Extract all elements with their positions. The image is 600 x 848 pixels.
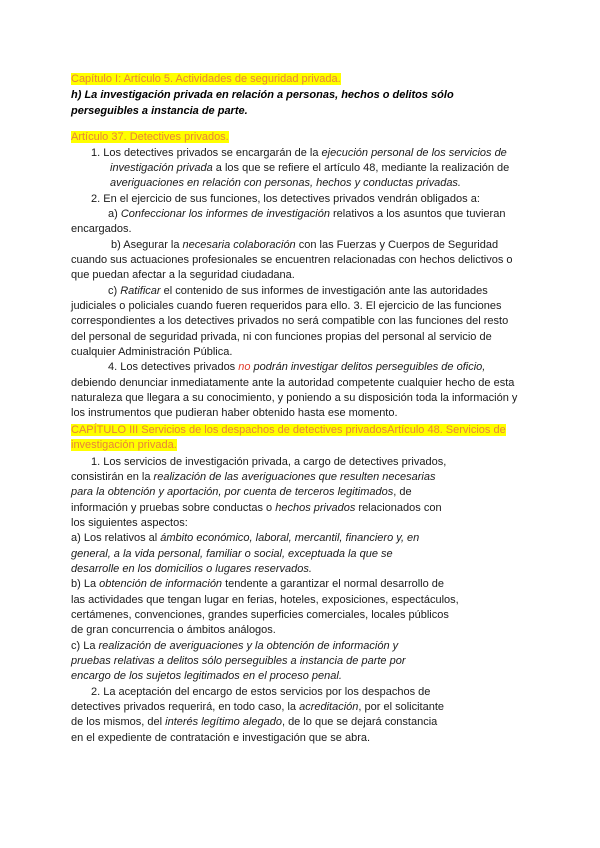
s2-p1-line1: 1. Los detectives privados se encargarán de la ejecución personal de los servicios de <box>91 147 507 159</box>
s2-p4-line4: los instrumentos que pudieran haber obtenido hasta ese momento. <box>71 407 398 419</box>
section1-subheading-2: perseguibles a instancia de parte. <box>71 105 248 117</box>
section3-heading-1: CAPÍTULO III Servicios de los despachos de detectives privadosArtículo 48. Servicios de <box>71 424 506 436</box>
s2-p4-line1: 4. Los detectives privados no podrán investigar delitos perseguibles de oficio, <box>108 361 486 373</box>
s2-p2-line1: 2. En el ejercicio de sus funciones, los detectives privados vendrán obligados a: <box>91 193 480 205</box>
s3-c-line3: encargo de los sujetos legitimados en el proceso penal. <box>71 670 342 682</box>
section2-heading: Artículo 37. Detectives privados. <box>71 131 229 143</box>
s2-c-line1: c) Ratificar el contenido de sus informes de investigación ante las autoridades <box>108 285 488 297</box>
s2-a-line1: a) Confeccionar los informes de investigación relativos a los asuntos que tuvieran <box>108 208 506 220</box>
s3-a-line3: desarrolle en los domicilios o lugares reservados. <box>71 563 312 575</box>
s3-p1-line3: para la obtención y aportación, por cuenta de terceros legitimados, de <box>71 486 412 498</box>
section3-heading-2: investigación privada. <box>71 439 177 451</box>
s3-p2-line1: 2. La aceptación del encargo de estos servicios por los despachos de <box>91 686 431 698</box>
s3-b-line1: b) La obtención de información tendente a garantizar el normal desarrollo de <box>71 578 445 590</box>
s2-p1-line2: investigación privada a los que se refiere el artículo 48, mediante la realización de <box>110 162 510 174</box>
s3-c-line2: pruebas relativas a delitos sólo perseguibles a instancia de parte por <box>71 655 406 667</box>
no-emphasis: no <box>238 361 251 373</box>
s2-p4-line2: debiendo denunciar inmediatamente ante la autoridad competente cualquier hecho de esta <box>71 377 515 389</box>
s3-b-line4: de gran concurrencia o ámbitos análogos. <box>71 624 276 636</box>
s3-p2-line3: de los mismos, del interés legítimo alegado, de lo que se dejará constancia <box>71 716 438 728</box>
s3-a-line2: general, a la vida personal, familiar o social, exceptuada la que se <box>71 548 393 560</box>
s3-p2-line4: en el expediente de contratación e investigación que se abra. <box>71 732 371 744</box>
s2-p1-line3: averiguaciones en relación con personas, hechos y conductas privadas. <box>110 177 461 189</box>
s2-p4-line3: naturaleza que llegara a su conocimiento, y poniendo a su disposición toda la información y <box>71 392 518 404</box>
s2-c-line4: del personal de seguridad privada, ni con funciones propias del personal al servicio de <box>71 331 492 343</box>
s3-p2-line2: detectives privados requerirá, en todo caso, la acreditación, por el solicitante <box>71 701 445 713</box>
s3-c-line1: c) La realización de averiguaciones y la obtención de información y <box>71 640 399 652</box>
s3-b-line3: certámenes, convenciones, grandes superficies comerciales, locales públicos <box>71 609 449 621</box>
s3-p1-line5: los siguientes aspectos: <box>71 517 188 529</box>
s2-b-line3: que puedan afectar a la seguridad ciudadana. <box>71 269 295 281</box>
s3-a-line1: a) Los relativos al ámbito económico, laboral, mercantil, financiero y, en <box>71 532 420 544</box>
s3-p1-line4: información y pruebas sobre conductas o hechos privados relacionados con <box>71 502 442 514</box>
s2-a-line2: encargados. <box>71 223 132 235</box>
s2-c-line5: cualquier Administración Pública. <box>71 346 233 358</box>
s3-b-line2: las actividades que tengan lugar en ferias, hoteles, exposiciones, espectáculos, <box>71 594 459 606</box>
s2-b-line2: cuando sus actuaciones profesionales se encuentren relacionadas con hechos delictivos o <box>71 254 513 266</box>
section1-subheading-1: h) La investigación privada en relación a personas, hechos o delitos sólo <box>71 89 454 101</box>
s2-c-line2: judiciales o policiales cuando fueren requeridos para ello. 3. El ejercicio de las funciones <box>71 300 502 312</box>
s2-b-line1: b) Asegurar la necesaria colaboración con las Fuerzas y Cuerpos de Seguridad <box>111 239 499 251</box>
s3-p1-line2: consistirán en la realización de las averiguaciones que resulten necesarias <box>71 471 436 483</box>
s2-c-line3: correspondientes a los detectives privados no será compatible con las funciones del resto <box>71 315 509 327</box>
section1-heading: Capítulo I: Artículo 5. Actividades de seguridad privada. <box>71 73 341 85</box>
s3-p1-line1: 1. Los servicios de investigación privada, a cargo de detectives privados, <box>91 456 447 468</box>
